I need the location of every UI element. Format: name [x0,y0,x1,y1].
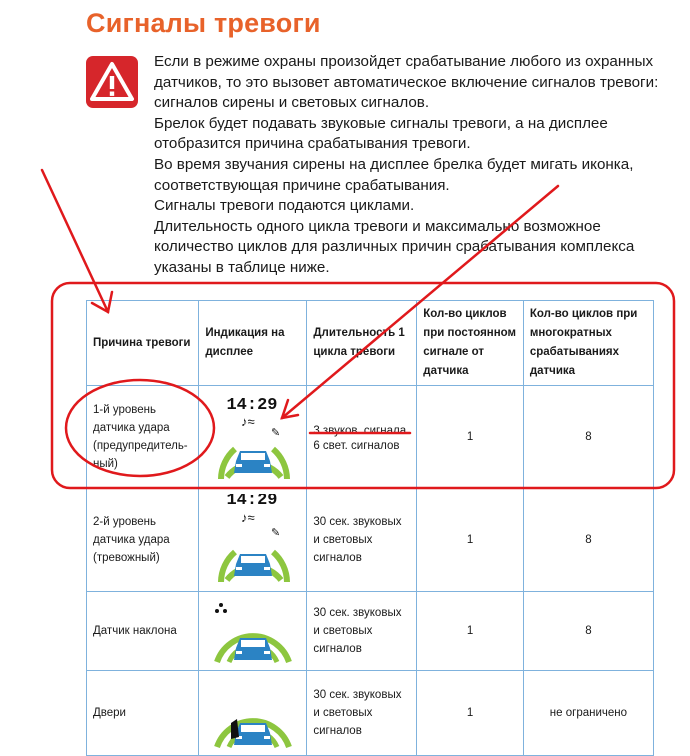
display-indicator [205,675,300,751]
cell-multiple: 8 [523,489,653,592]
duration-light: 6 свет. сигналов [313,440,400,452]
display-time: 14:29 [226,396,278,415]
cell-display [199,489,307,592]
car-icon [234,638,272,660]
header-constant: Кол-во циклов при постоянном сигнале от датчика [417,301,524,386]
cell-constant: 1 [417,671,524,756]
duration-sound: 3 звуков. сигнала [313,425,407,437]
cell-duration [307,386,417,489]
intro-paragraph: Во время звучания сирены на дисплее брелка будет мигать иконка, соответствующая причине срабатывания. [154,155,634,194]
cell-cause: Двери [87,671,199,756]
shock-icon: ✎ [271,527,281,539]
cell-cause: 2-й уровень датчика удара (тревожный) [87,489,199,592]
shock-icon: ✎ [271,427,281,439]
table-header-row [87,301,654,386]
page-title: Сигналы тревоги [86,8,321,38]
display-indicator [205,596,300,666]
display-indicator [205,494,300,586]
music-note-icon: ♪≈ [241,414,255,429]
header-multiple: Кол-во циклов при многократных срабатываниях датчика [523,301,653,386]
cell-constant: 1 [417,489,524,592]
cell-duration: 30 сек. звуковых и световых сигналов [307,592,417,671]
warning-icon [86,56,138,108]
table-row [87,489,654,592]
cell-display [199,386,307,489]
car-icon [234,554,272,576]
header-cause: Причина тревоги [87,301,199,386]
cell-duration: 30 сек. звуковых и световых сигналов [307,671,417,756]
cell-display [199,671,307,756]
table-row [87,592,654,671]
cell-constant: 1 [417,592,524,671]
cell-display [199,592,307,671]
cell-multiple: 8 [523,592,653,671]
tilt-icon [215,603,227,613]
cell-duration: 30 сек. звуковых и световых сигналов [307,489,417,592]
header-duration: Длительность 1 цикла тревоги [307,301,417,386]
intro-paragraph: Сигналы тревоги подаются циклами. [154,197,415,215]
cell-cause: Датчик наклона [87,592,199,671]
music-note-icon: ♪≈ [241,510,255,525]
intro-text [154,52,674,279]
intro-paragraph: Длительность одного цикла тревоги и максимально возможное количество циклов для различных причин срабатывания комплекса указаны в таблице ниже. [154,217,635,276]
header-display: Индикация на дисплее [199,301,307,386]
display-time: 14:29 [226,494,278,510]
intro-paragraph: Если в режиме охраны произойдет срабатывание любого из охранных датчиков, то это вызовет автоматическое включение сигналов тревоги: сигналов сирены и световых сигналов. [154,53,659,112]
cell-multiple: 8 [523,386,653,489]
cell-cause: 1-й уровень датчика удара (предупредитель-ный) [87,386,199,489]
cell-multiple: не ограничено [523,671,653,756]
car-icon [234,451,272,473]
alarm-table [86,300,654,756]
table-row [87,386,654,489]
display-indicator [205,391,300,483]
intro-paragraph: Брелок будет подавать звуковые сигналы тревоги, а на дисплее отобразится причина срабатывания тревоги. [154,114,608,153]
table-row [87,671,654,756]
car-icon [234,723,272,745]
cell-constant: 1 [417,386,524,489]
annotation-arrow-left [42,170,108,312]
